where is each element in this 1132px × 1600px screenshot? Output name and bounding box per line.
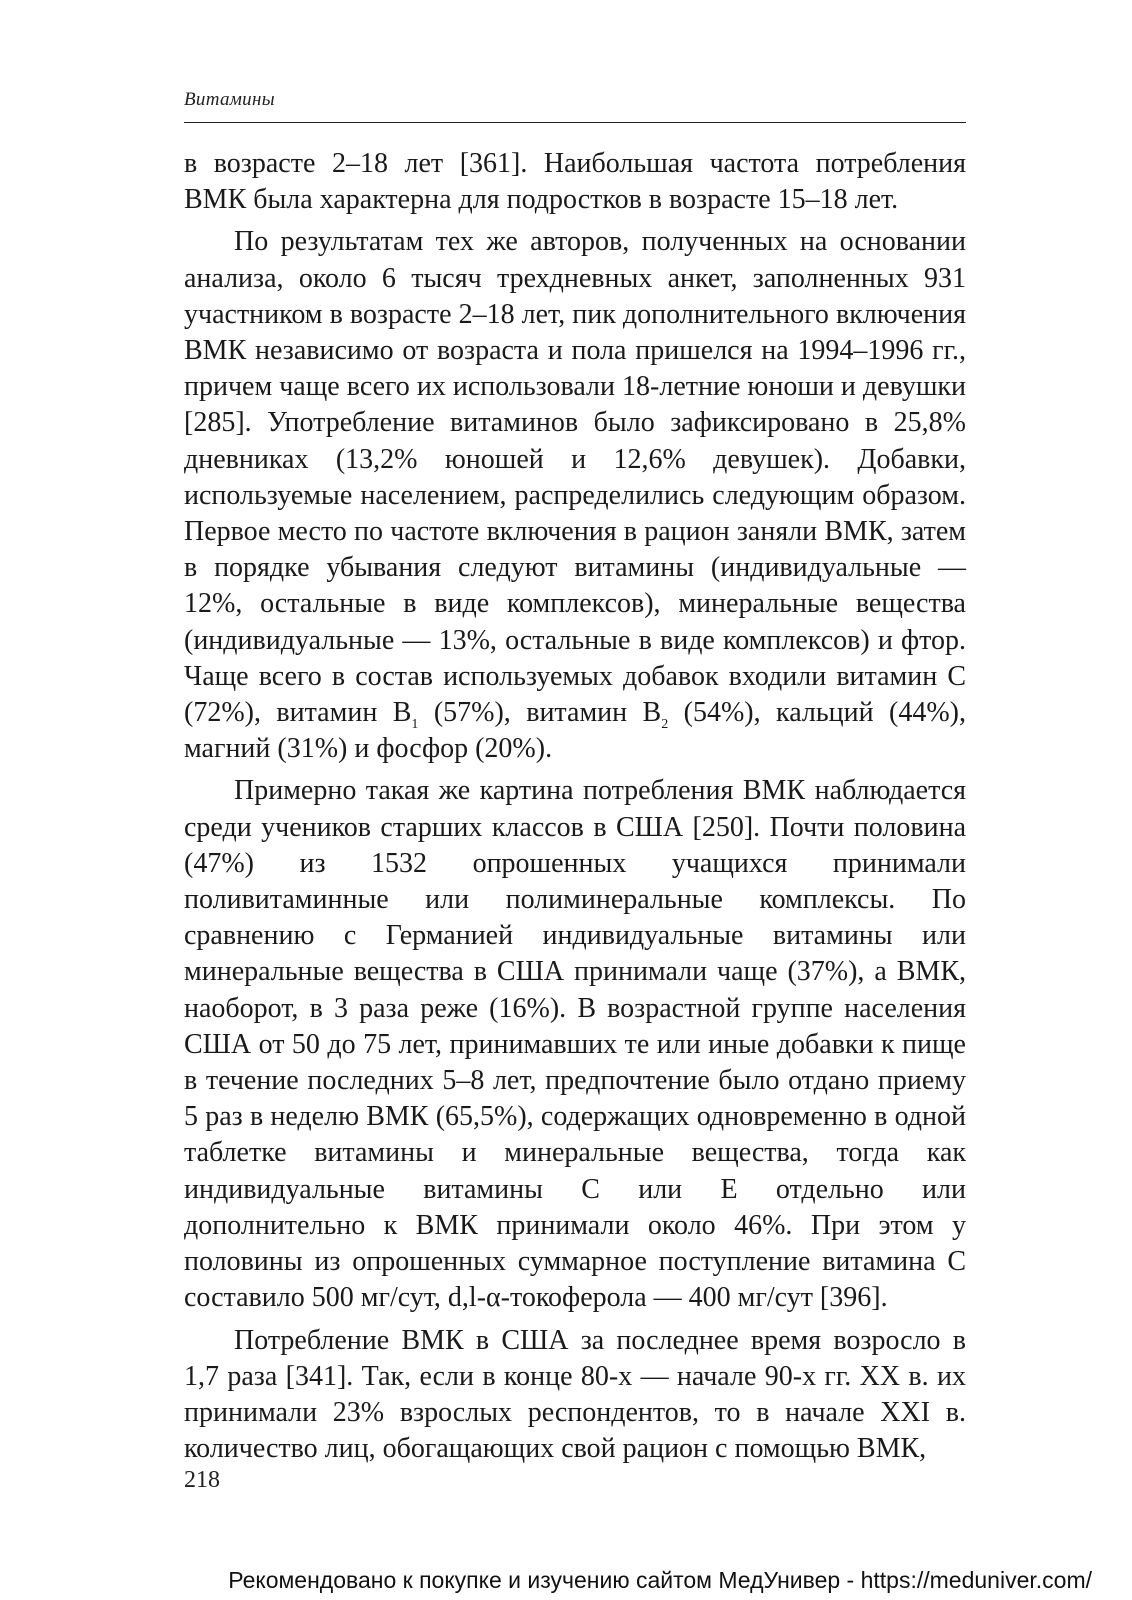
paragraph-2-part-a: По результатам тех же авторов, полученных на основании анализа, около 6 тысяч трехдневных анкет, заполненных 931 участником в возрасте 2–18 лет, пик дополнительного включения ВМК независимо от возраста и пола пришелся на 1994–1996 гг., причем чаще всего их использовали 18-летние юноши и девушки [285]. Употребление витаминов было зафиксировано в 25,8% дневниках (13,2% юношей и 12,6% девушек). Добавки, используемые населением, распределились следующим образом. Первое место по частоте включения в рацион заняли ВМК, затем в порядке убывания следуют витамины (индивидуальные — 12%, остальные в виде комплексов), минеральные вещества (индивидуальные — 13%, остальные в виде комплексов) и фтор. Чаще всего в состав используемых добавок входили витамин С (72%), витамин В: [184, 226, 966, 729]
paragraph-4: Потребление ВМК в США за последнее время возросло в 1,7 раза [341]. Так, если в конце 80-х — начале 90-х гг. XX в. их принимали 23% взрослых респондентов, то в начале XXI в. количество лиц, обогащающих свой рацион с помощью ВМК,: [184, 1324, 966, 1465]
paragraph-3: Примерно такая же картина потребления ВМК наблюдается среди учеников старших классов в США [250]. Почти половина (47%) из 1532 опрошенных учащихся принимали поливитаминные или полиминеральные комплексы. По сравнению с Германией индивидуальные витамины или минеральные вещества в США принимали чаще (37%), а ВМК, наоборот, в 3 раза реже (16%). В возрастной группе населения США от 50 до 75 лет, принимавших те или иные добавки к пище в течение последних 5–8 лет, предпочтение было отдано приему 5 раз в неделю ВМК (65,5%), содержащих одновременно в одной таблетке витамины и минеральные вещества, тогда как индивидуальные витамины С или Е отдельно или дополнительно к ВМК принимали около 46%. При этом у половины из опрошенных суммарное поступление витамина С составило 500 мг/сут, d,l-α-токоферола — 400 мг/сут [396].: [184, 775, 966, 1314]
running-title: Витамины: [184, 89, 275, 110]
paragraph-1: в возрасте 2–18 лет [361]. Наибольшая частота потребления ВМК была характерна для подростков в возрасте 15–18 лет.: [184, 148, 966, 216]
header-rule: [184, 122, 966, 123]
body-text: [184, 146, 966, 1467]
paragraph-2-part-b: (57%), витамин В: [418, 697, 662, 729]
subscript-1: 1: [411, 717, 419, 733]
paragraph-2-part-c: (54%), кальций (44%), магний (31%) и фосфор (20%).: [184, 697, 967, 765]
watermark-link[interactable]: Рекомендовано к покупке и изучению сайтом МедУнивер - https://meduniver.com/: [228, 1567, 1092, 1593]
paragraph-2: [184, 224, 966, 767]
subscript-2: 2: [661, 717, 669, 733]
page-number: 218: [184, 1467, 220, 1493]
